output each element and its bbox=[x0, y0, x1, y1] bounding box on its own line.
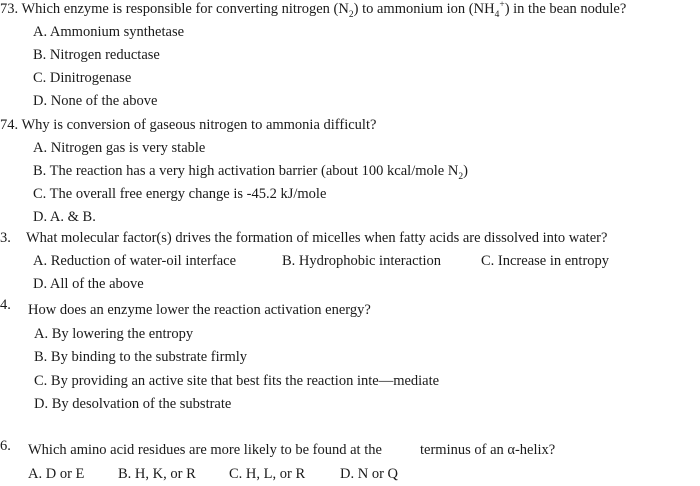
option-3-d: D. All of the above bbox=[33, 276, 144, 292]
question-text: Why is conversion of gaseous nitrogen to ammonia difficult? bbox=[21, 117, 377, 133]
question-number: 73. bbox=[0, 1, 19, 17]
question-73 bbox=[0, 0, 626, 18]
option-74-b: B. The reaction has a very high activation barrier (about 100 kcal/mole $N_2$) bbox=[33, 163, 468, 182]
question-text-3: What molecular factor(s) drives the formation of micelles when fatty acids are dissolved into water? bbox=[26, 230, 608, 246]
option-74-c: C. The overall free energy change is -45.2 kJ/mole bbox=[33, 186, 327, 202]
option-73-d: D. None of the above bbox=[33, 93, 158, 109]
option-74-d: D. A. & B. bbox=[33, 209, 96, 225]
question-74 bbox=[0, 116, 376, 134]
option-73-c: C. Dinitrogenase bbox=[33, 70, 132, 86]
question-number: 74. bbox=[0, 117, 19, 133]
option-3-c: C. Increase in entropy bbox=[481, 253, 610, 269]
question-number-3: 3. bbox=[0, 230, 11, 246]
question-text-6-end: terminus of an α-helix? bbox=[420, 442, 556, 458]
question-text-6: Which amino acid residues are more likely to be found at the bbox=[28, 442, 382, 458]
option-73-a: A. Ammonium synthetase bbox=[33, 24, 185, 40]
question-number-6: 6. bbox=[0, 438, 11, 454]
option-4-b: B. By binding to the substrate firmly bbox=[34, 349, 248, 365]
option-74-a: A. Nitrogen gas is very stable bbox=[33, 140, 206, 156]
option-4-a: A. By lowering the entropy bbox=[34, 326, 194, 342]
option-3-a: A. Reduction of water-oil interface bbox=[33, 253, 237, 269]
option-6-d: D. N or Q bbox=[340, 466, 398, 482]
option-73-b: B. Nitrogen reductase bbox=[33, 47, 160, 63]
option-6-c: C. H, L, or R bbox=[229, 466, 306, 482]
question-text-4: How does an enzyme lower the reaction activation energy? bbox=[28, 302, 371, 318]
option-6-a: A. D or E bbox=[28, 466, 85, 482]
option-4-d: D. By desolvation of the substrate bbox=[34, 396, 232, 412]
option-3-b: B. Hydrophobic interaction bbox=[282, 253, 442, 269]
question-number-4: 4. bbox=[0, 297, 11, 313]
option-4-c: C. By providing an active site that best fits the reaction inte—mediate bbox=[34, 373, 440, 389]
option-6-b: B. H, K, or R bbox=[118, 466, 196, 482]
question-text: Which enzyme is responsible for converting nitrogen $(N_2)$ to ammonium ion $(NH_4^+)$ in the bean nodule? bbox=[21, 0, 627, 20]
